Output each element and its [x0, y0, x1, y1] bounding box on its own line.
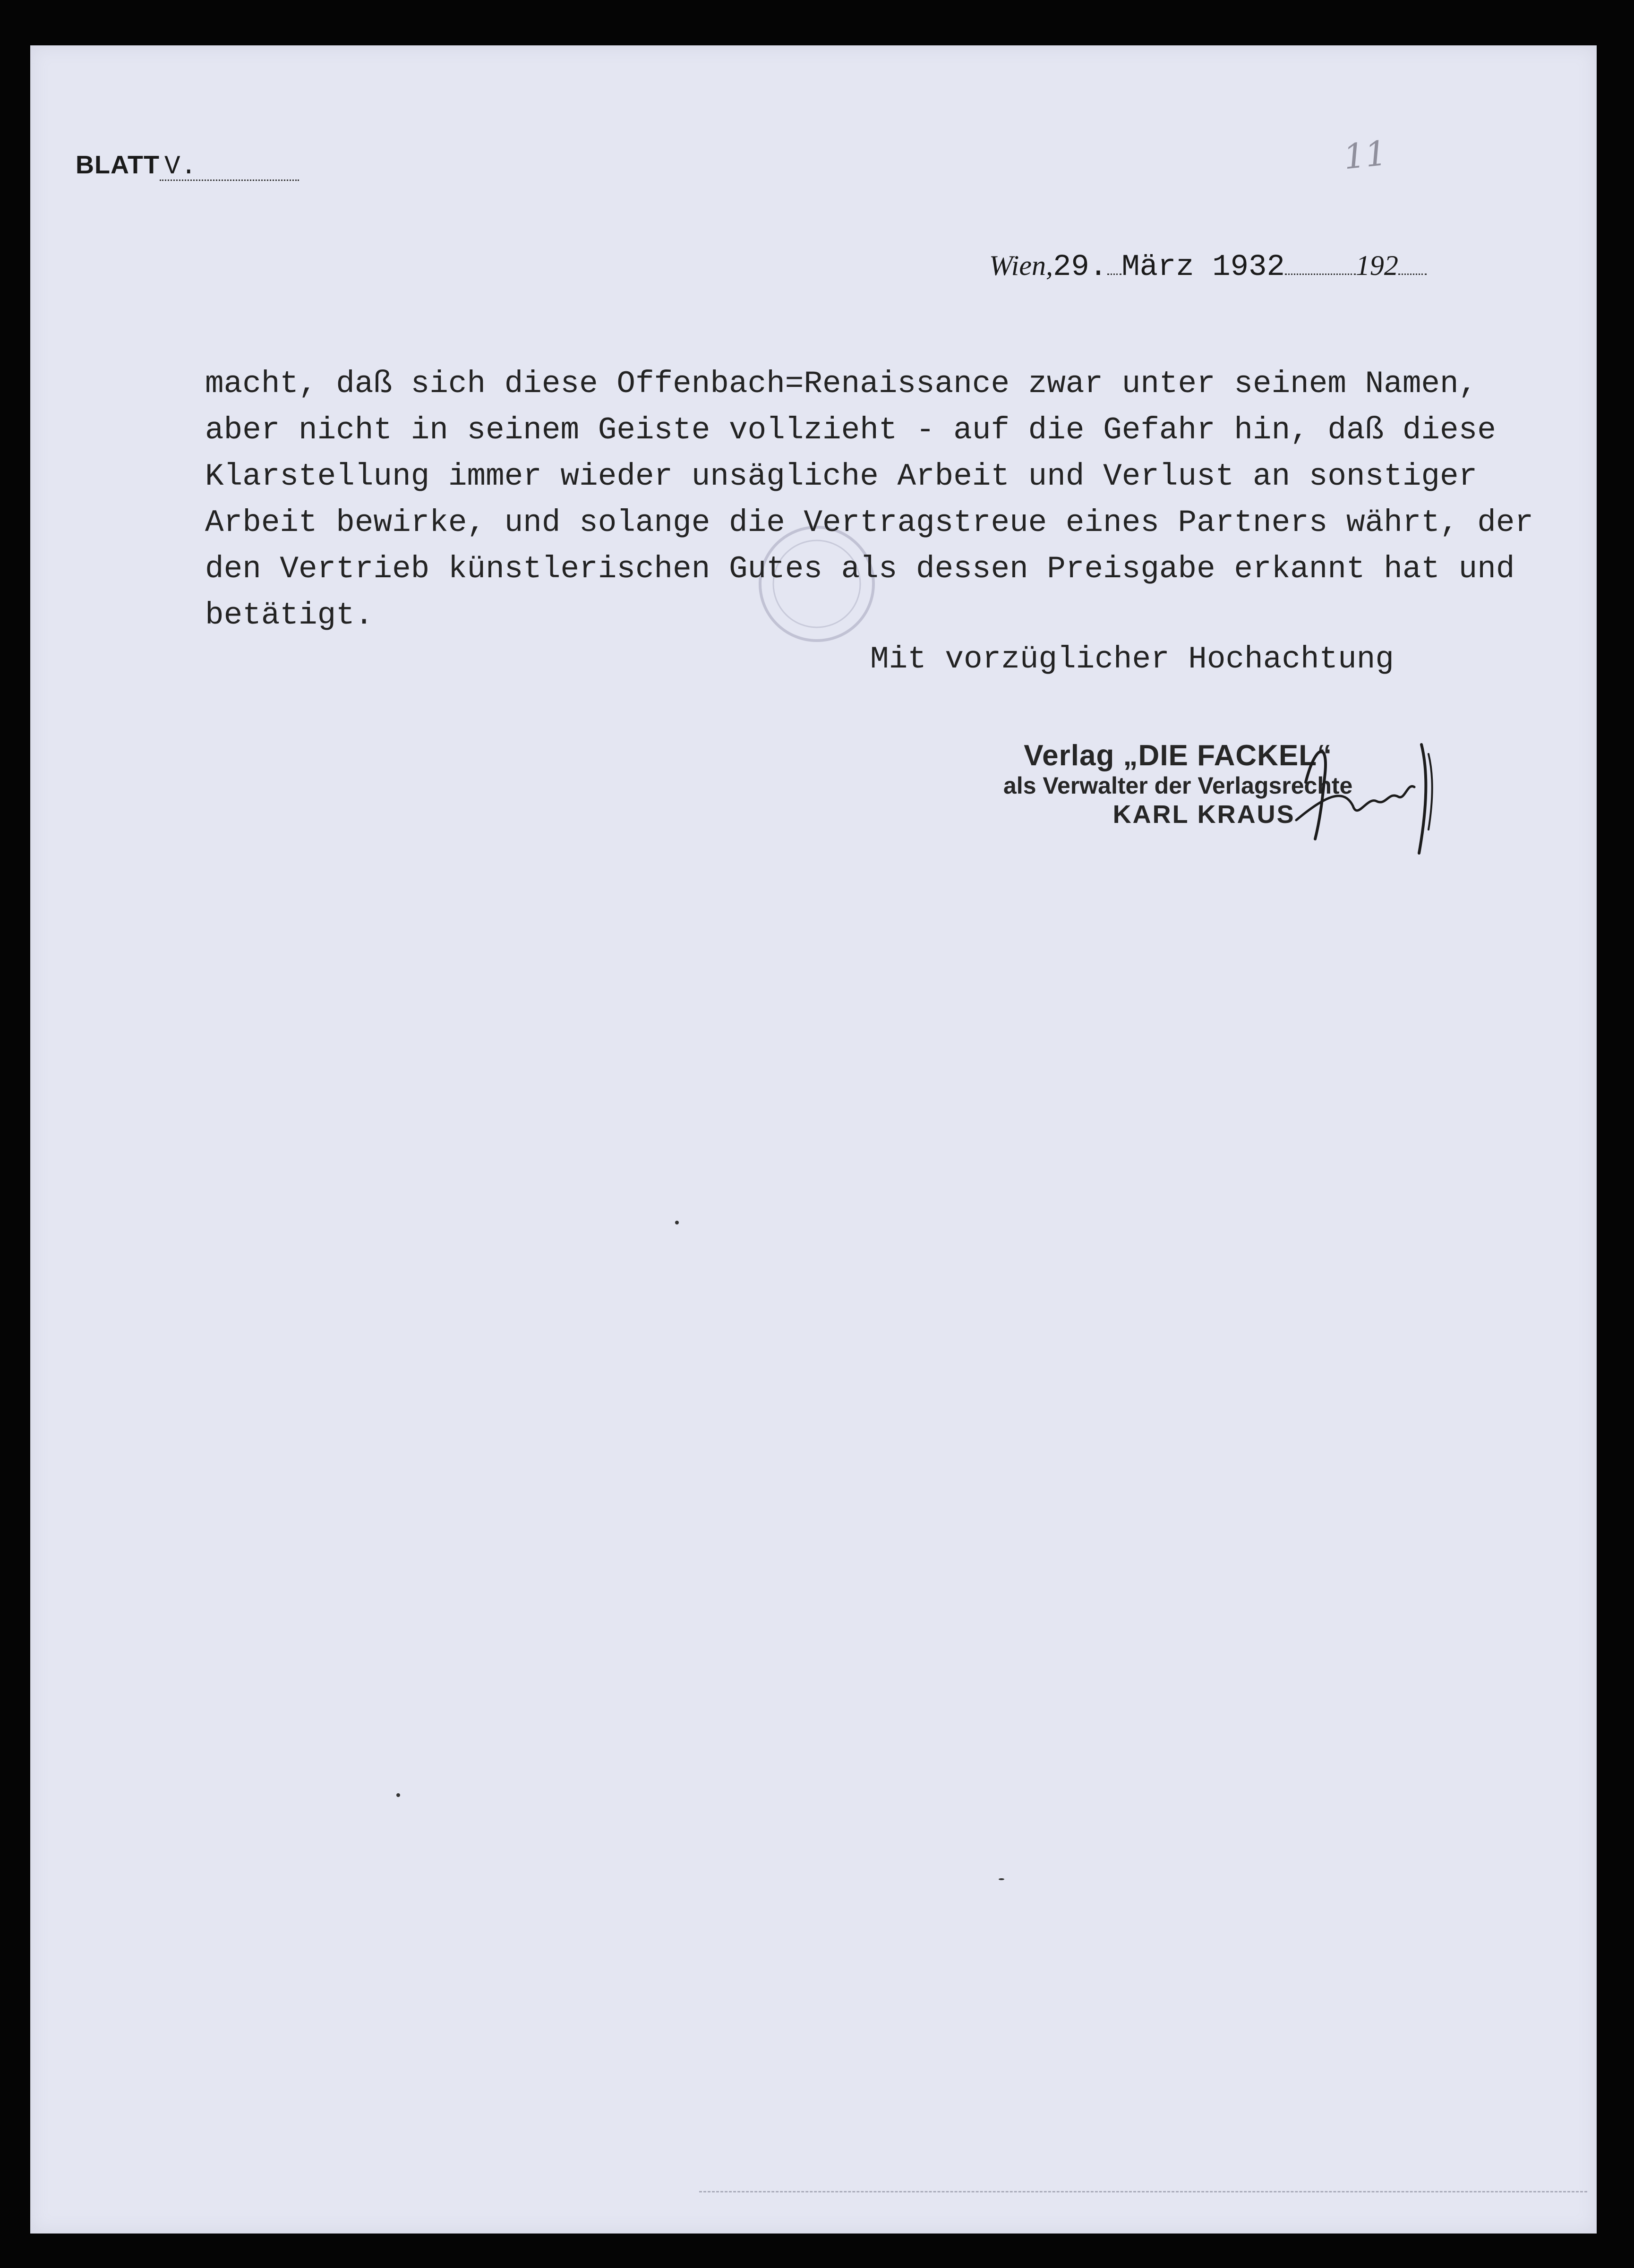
pencil-page-number: 11 — [1341, 133, 1389, 177]
body-line: betätigt. — [205, 598, 374, 633]
body-line: aber nicht in seinem Geiste vollzieht - auf die Gefahr hin, daß diese — [205, 412, 1496, 448]
date-day: 29. — [1052, 250, 1108, 284]
stamp-line-name: KARL KRAUS — [1112, 800, 1295, 829]
date-line — [989, 249, 1427, 284]
paper-speck — [396, 1793, 400, 1797]
sheet-number-value: V. — [160, 153, 299, 181]
body-line: den Vertrieb künstlerischen Gutes als dessen Preisgabe erkannt hat und — [205, 551, 1515, 587]
closing-salutation: Mit vorzüglicher Hochachtung — [870, 642, 1394, 677]
letter-page — [30, 45, 1597, 2234]
body-line: Arbeit bewirke, und solange die Vertragstreue eines Partners währt, der — [205, 505, 1534, 540]
date-month-year: März 1932 — [1121, 250, 1285, 284]
body-line: Klarstellung immer wieder unsägliche Arbeit und Verlust an sonstiger — [205, 459, 1478, 494]
body-line: macht, daß sich diese Offenbach=Renaissance zwar unter seinem Namen, — [205, 366, 1478, 402]
handwritten-signature-icon — [1287, 726, 1443, 863]
sheet-number-field — [76, 150, 299, 181]
letter-body — [205, 361, 1613, 639]
stamp-line-publisher: Verlag „DIE FACKEL“ — [1024, 739, 1333, 772]
stamp-line-role: als Verwalter der Verlagsrechte — [1003, 772, 1353, 799]
sheet-label: BLATT — [76, 151, 160, 179]
paper-speck — [675, 1221, 679, 1224]
date-preprinted-year: 192 — [1355, 250, 1398, 281]
scan-edge-line — [699, 2191, 1587, 2192]
date-place: Wien, — [989, 250, 1053, 281]
paper-speck — [999, 1878, 1004, 1880]
